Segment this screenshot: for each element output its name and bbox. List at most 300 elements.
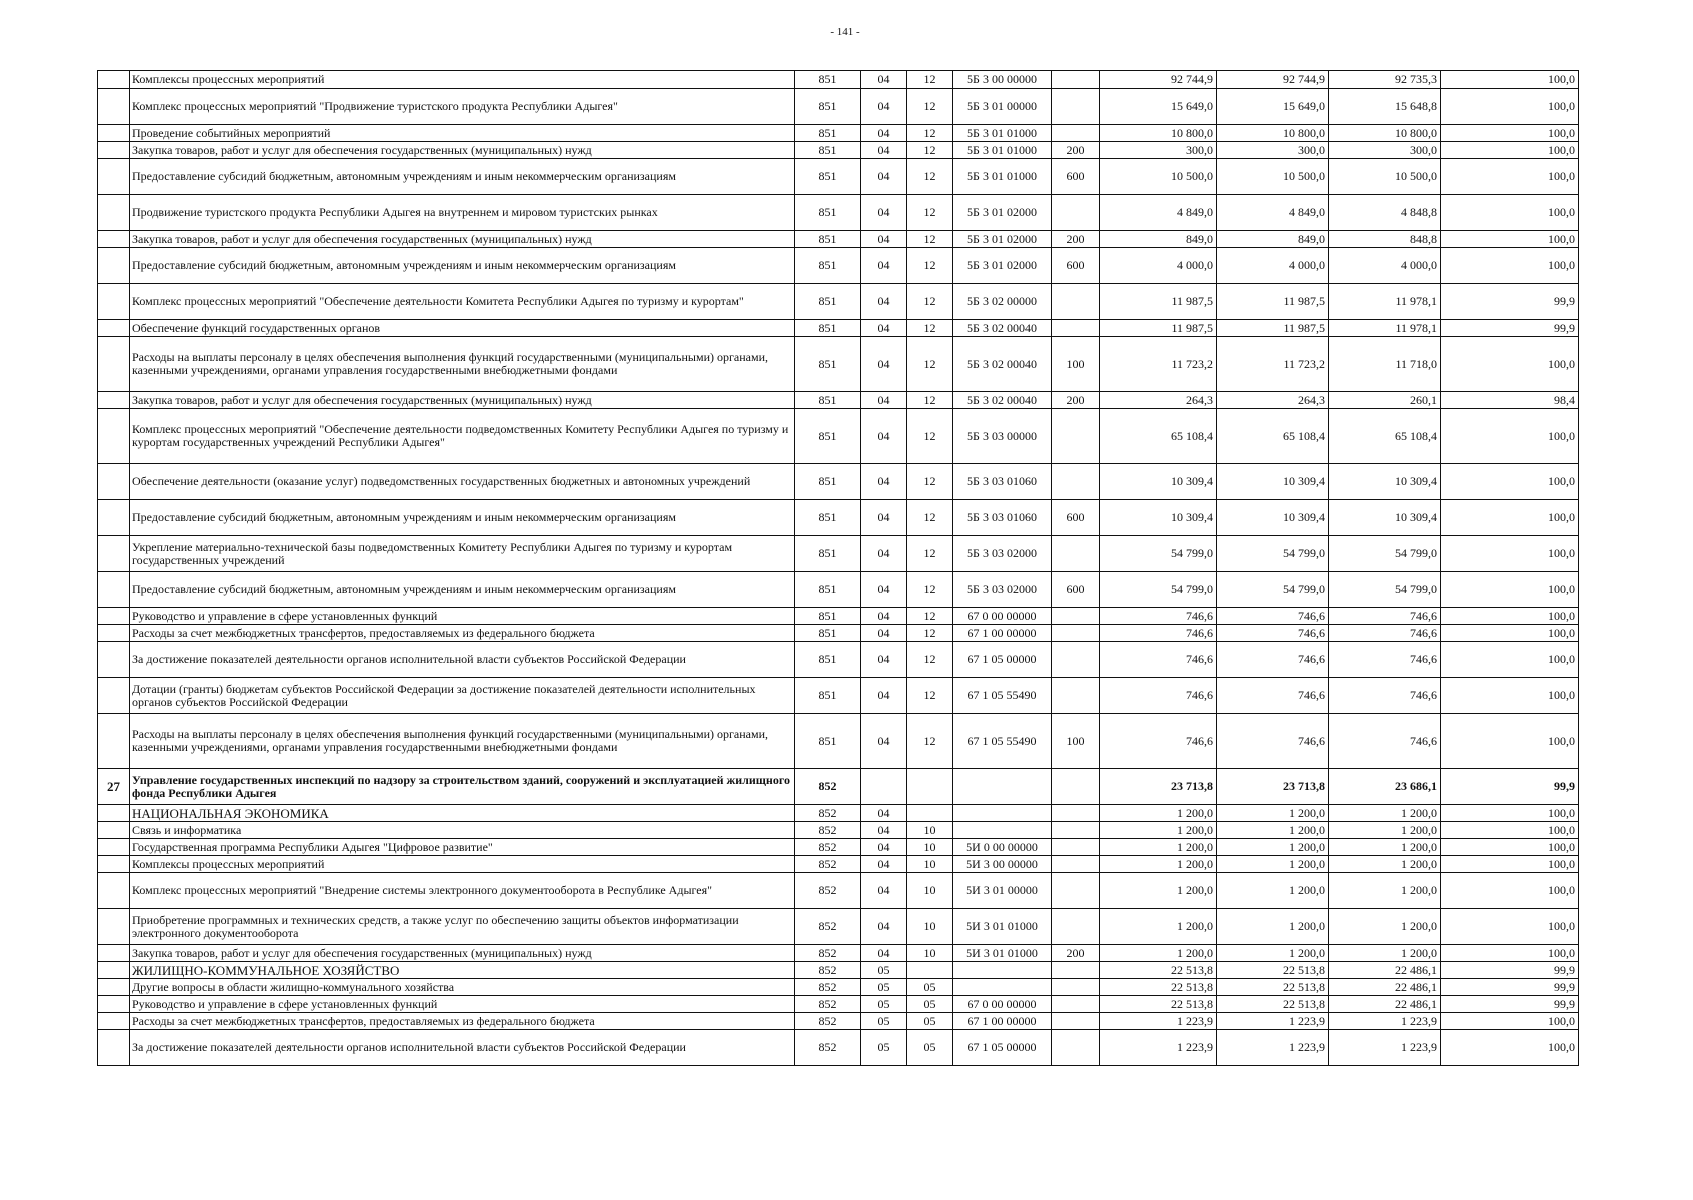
target-article-cell [953,805,1052,822]
amount-approved-cell: 11 987,5 [1100,320,1217,337]
subsection-code-cell: 12 [907,409,953,464]
expense-type-cell [1052,839,1100,856]
section-code-cell: 04 [861,142,907,159]
amount-approved-cell: 1 223,9 [1100,1030,1217,1066]
execution-percent-cell: 100,0 [1441,409,1579,464]
section-code-cell: 04 [861,89,907,125]
execution-percent-cell: 99,9 [1441,284,1579,320]
row-number-cell [98,1013,130,1030]
expense-type-cell: 100 [1052,714,1100,769]
target-article-cell: 5Б 3 01 01000 [953,159,1052,195]
amount-executed-cell: 10 309,4 [1329,500,1441,536]
amount-approved-cell: 10 500,0 [1100,159,1217,195]
subsection-code-cell: 12 [907,625,953,642]
execution-percent-cell: 100,0 [1441,337,1579,392]
expense-name-cell: Проведение событийных мероприятий [130,125,795,142]
expense-type-cell [1052,89,1100,125]
section-code-cell: 04 [861,500,907,536]
table-row [98,1030,1579,1066]
section-code-cell: 04 [861,572,907,608]
row-number-cell [98,500,130,536]
amount-approved-cell: 1 200,0 [1100,822,1217,839]
expense-type-cell [1052,1030,1100,1066]
table-row [98,536,1579,572]
execution-percent-cell: 100,0 [1441,71,1579,89]
target-article-cell: 5И 3 01 01000 [953,909,1052,945]
department-code-cell: 852 [795,856,861,873]
amount-approved-cell: 23 713,8 [1100,769,1217,805]
amount-plan-cell: 300,0 [1217,142,1329,159]
amount-approved-cell: 1 200,0 [1100,909,1217,945]
subsection-code-cell: 10 [907,909,953,945]
department-code-cell: 852 [795,979,861,996]
execution-percent-cell: 99,9 [1441,769,1579,805]
department-code-cell: 851 [795,195,861,231]
amount-executed-cell: 300,0 [1329,142,1441,159]
row-number-cell [98,625,130,642]
row-number-cell [98,125,130,142]
amount-plan-cell: 4 000,0 [1217,248,1329,284]
amount-plan-cell: 1 200,0 [1217,839,1329,856]
section-code-cell: 04 [861,231,907,248]
execution-percent-cell: 100,0 [1441,714,1579,769]
subsection-code-cell: 05 [907,1013,953,1030]
amount-plan-cell: 746,6 [1217,625,1329,642]
department-code-cell: 852 [795,909,861,945]
target-article-cell: 5Б 3 01 02000 [953,195,1052,231]
row-number-cell [98,962,130,979]
department-code-cell: 852 [795,805,861,822]
section-code-cell: 04 [861,805,907,822]
amount-plan-cell: 22 513,8 [1217,979,1329,996]
subsection-code-cell: 10 [907,822,953,839]
amount-approved-cell: 10 800,0 [1100,125,1217,142]
table-row [98,769,1579,805]
table-row [98,945,1579,962]
department-code-cell: 852 [795,822,861,839]
amount-executed-cell: 23 686,1 [1329,769,1441,805]
target-article-cell: 5И 3 01 01000 [953,945,1052,962]
subsection-code-cell: 05 [907,979,953,996]
amount-plan-cell: 1 200,0 [1217,873,1329,909]
amount-plan-cell: 746,6 [1217,678,1329,714]
target-article-cell: 67 0 00 00000 [953,608,1052,625]
subsection-code-cell: 10 [907,856,953,873]
section-code-cell: 04 [861,839,907,856]
target-article-cell: 67 0 00 00000 [953,996,1052,1013]
amount-approved-cell: 15 649,0 [1100,89,1217,125]
amount-executed-cell: 11 978,1 [1329,320,1441,337]
row-number-cell [98,284,130,320]
expense-type-cell: 200 [1052,142,1100,159]
department-code-cell: 851 [795,500,861,536]
expense-name-cell: Комплекс процессных мероприятий "Внедрение системы электронного документооборота в Республике Адыгея" [130,873,795,909]
target-article-cell: 5И 3 00 00000 [953,856,1052,873]
target-article-cell: 67 1 05 00000 [953,1030,1052,1066]
target-article-cell: 5Б 3 03 02000 [953,536,1052,572]
target-article-cell: 67 1 00 00000 [953,1013,1052,1030]
expense-type-cell [1052,642,1100,678]
expense-name-cell: Руководство и управление в сфере установленных функций [130,996,795,1013]
row-number-cell [98,159,130,195]
amount-plan-cell: 1 200,0 [1217,805,1329,822]
expense-name-cell: НАЦИОНАЛЬНАЯ ЭКОНОМИКА [130,805,795,822]
expense-type-cell: 200 [1052,945,1100,962]
expense-type-cell [1052,409,1100,464]
row-number-cell [98,642,130,678]
amount-executed-cell: 22 486,1 [1329,979,1441,996]
amount-plan-cell: 65 108,4 [1217,409,1329,464]
row-number-cell [98,996,130,1013]
table-row [98,979,1579,996]
amount-approved-cell: 22 513,8 [1100,979,1217,996]
expense-name-cell: Обеспечение функций государственных органов [130,320,795,337]
target-article-cell [953,962,1052,979]
page-number: - 141 - [830,26,860,38]
section-code-cell: 04 [861,337,907,392]
expense-name-cell: Расходы за счет межбюджетных трансфертов, предоставляемых из федерального бюджета [130,1013,795,1030]
execution-percent-cell: 100,0 [1441,678,1579,714]
amount-approved-cell: 746,6 [1100,642,1217,678]
section-code-cell: 04 [861,159,907,195]
row-number-cell [98,678,130,714]
amount-plan-cell: 54 799,0 [1217,572,1329,608]
row-number-cell [98,608,130,625]
expense-name-cell: Комплекс процессных мероприятий "Продвижение туристского продукта Республики Адыгея" [130,89,795,125]
section-code-cell: 05 [861,1030,907,1066]
amount-approved-cell: 1 223,9 [1100,1013,1217,1030]
subsection-code-cell: 12 [907,231,953,248]
row-number-cell [98,1030,130,1066]
row-number-cell [98,909,130,945]
department-code-cell: 852 [795,996,861,1013]
table-row [98,89,1579,125]
amount-executed-cell: 11 978,1 [1329,284,1441,320]
amount-approved-cell: 264,3 [1100,392,1217,409]
department-code-cell: 851 [795,678,861,714]
row-number-cell [98,320,130,337]
subsection-code-cell: 12 [907,248,953,284]
expense-type-cell: 200 [1052,231,1100,248]
expense-name-cell: Дотации (гранты) бюджетам субъектов Российской Федерации за достижение показателей деятельности исполнительных органов субъектов Российской Федерации [130,678,795,714]
target-article-cell: 67 1 05 55490 [953,678,1052,714]
execution-percent-cell: 100,0 [1441,536,1579,572]
subsection-code-cell [907,769,953,805]
expense-type-cell [1052,195,1100,231]
amount-executed-cell: 1 200,0 [1329,805,1441,822]
row-number-cell [98,822,130,839]
subsection-code-cell: 12 [907,142,953,159]
department-code-cell: 851 [795,320,861,337]
target-article-cell: 5Б 3 03 01060 [953,464,1052,500]
amount-executed-cell: 15 648,8 [1329,89,1441,125]
row-number-cell [98,231,130,248]
expense-type-cell: 600 [1052,159,1100,195]
expense-type-cell [1052,856,1100,873]
expense-type-cell: 600 [1052,572,1100,608]
amount-approved-cell: 1 200,0 [1100,839,1217,856]
table-row [98,231,1579,248]
target-article-cell: 5Б 3 03 01060 [953,500,1052,536]
department-code-cell: 852 [795,945,861,962]
target-article-cell: 5И 0 00 00000 [953,839,1052,856]
amount-executed-cell: 746,6 [1329,608,1441,625]
amount-executed-cell: 1 200,0 [1329,873,1441,909]
table-row [98,159,1579,195]
row-number-cell: 27 [98,769,130,805]
expense-name-cell: Обеспечение деятельности (оказание услуг) подведомственных государственных бюджетных и автономных учреждений [130,464,795,500]
expense-name-cell: Закупка товаров, работ и услуг для обеспечения государственных (муниципальных) нужд [130,142,795,159]
amount-executed-cell: 746,6 [1329,625,1441,642]
expense-name-cell: Другие вопросы в области жилищно-коммунального хозяйства [130,979,795,996]
table-row [98,608,1579,625]
subsection-code-cell: 12 [907,195,953,231]
row-number-cell [98,979,130,996]
section-code-cell: 04 [861,642,907,678]
department-code-cell: 851 [795,89,861,125]
section-code-cell: 04 [861,320,907,337]
amount-executed-cell: 4 848,8 [1329,195,1441,231]
execution-percent-cell: 100,0 [1441,142,1579,159]
execution-percent-cell: 100,0 [1441,159,1579,195]
amount-executed-cell: 54 799,0 [1329,572,1441,608]
row-number-cell [98,409,130,464]
execution-percent-cell: 98,4 [1441,392,1579,409]
execution-percent-cell: 100,0 [1441,608,1579,625]
expense-name-cell: Предоставление субсидий бюджетным, автономным учреждениям и иным некоммерческим организациям [130,500,795,536]
row-number-cell [98,945,130,962]
section-code-cell: 04 [861,409,907,464]
target-article-cell: 67 1 00 00000 [953,625,1052,642]
department-code-cell: 851 [795,392,861,409]
table-row [98,714,1579,769]
section-code-cell: 04 [861,248,907,284]
execution-percent-cell: 100,0 [1441,625,1579,642]
department-code-cell: 851 [795,464,861,500]
expense-type-cell [1052,1013,1100,1030]
table-row [98,71,1579,89]
expense-name-cell: Укрепление материально-технической базы подведомственных Комитету Республики Адыгея по туризму и курортам государственных учреждений [130,536,795,572]
subsection-code-cell: 05 [907,1030,953,1066]
expense-type-cell [1052,678,1100,714]
expense-name-cell: За достижение показателей деятельности органов исполнительной власти субъектов Российской Федерации [130,1030,795,1066]
amount-plan-cell: 1 223,9 [1217,1030,1329,1066]
expense-name-cell: Закупка товаров, работ и услуг для обеспечения государственных (муниципальных) нужд [130,945,795,962]
subsection-code-cell: 12 [907,572,953,608]
expense-name-cell: За достижение показателей деятельности органов исполнительной власти субъектов Российской Федерации [130,642,795,678]
table-row [98,572,1579,608]
amount-executed-cell: 10 500,0 [1329,159,1441,195]
amount-executed-cell: 22 486,1 [1329,996,1441,1013]
amount-plan-cell: 10 309,4 [1217,500,1329,536]
amount-approved-cell: 92 744,9 [1100,71,1217,89]
subsection-code-cell: 10 [907,945,953,962]
amount-approved-cell: 746,6 [1100,625,1217,642]
target-article-cell: 5Б 3 01 01000 [953,142,1052,159]
amount-executed-cell: 1 223,9 [1329,1030,1441,1066]
execution-percent-cell: 100,0 [1441,500,1579,536]
amount-approved-cell: 1 200,0 [1100,805,1217,822]
expense-name-cell: Закупка товаров, работ и услуг для обеспечения государственных (муниципальных) нужд [130,231,795,248]
amount-executed-cell: 1 200,0 [1329,945,1441,962]
expense-type-cell [1052,769,1100,805]
amount-plan-cell: 1 200,0 [1217,822,1329,839]
expense-name-cell: Расходы на выплаты персоналу в целях обеспечения выполнения функций государственными (муниципальными) органами, казенными учреждениями, органами управления государственными внебюджетными фондами [130,714,795,769]
execution-percent-cell: 100,0 [1441,822,1579,839]
row-number-cell [98,572,130,608]
execution-percent-cell: 100,0 [1441,248,1579,284]
section-code-cell: 04 [861,714,907,769]
table-row [98,805,1579,822]
expense-type-cell [1052,822,1100,839]
amount-approved-cell: 11 987,5 [1100,284,1217,320]
execution-percent-cell: 99,9 [1441,996,1579,1013]
expense-type-cell [1052,625,1100,642]
department-code-cell: 851 [795,248,861,284]
amount-executed-cell: 10 309,4 [1329,464,1441,500]
expense-name-cell: Комплексы процессных мероприятий [130,856,795,873]
row-number-cell [98,856,130,873]
department-code-cell: 852 [795,1030,861,1066]
amount-executed-cell: 92 735,3 [1329,71,1441,89]
execution-percent-cell: 100,0 [1441,642,1579,678]
subsection-code-cell: 12 [907,337,953,392]
amount-plan-cell: 22 513,8 [1217,962,1329,979]
table-row [98,822,1579,839]
row-number-cell [98,89,130,125]
expense-name-cell: Предоставление субсидий бюджетным, автономным учреждениям и иным некоммерческим организациям [130,248,795,284]
row-number-cell [98,873,130,909]
department-code-cell: 851 [795,536,861,572]
target-article-cell: 5Б 3 01 01000 [953,125,1052,142]
amount-approved-cell: 65 108,4 [1100,409,1217,464]
amount-executed-cell: 4 000,0 [1329,248,1441,284]
table-body [98,71,1579,1066]
subsection-code-cell: 12 [907,71,953,89]
subsection-code-cell: 05 [907,996,953,1013]
amount-executed-cell: 11 718,0 [1329,337,1441,392]
subsection-code-cell: 12 [907,320,953,337]
table-row [98,409,1579,464]
department-code-cell: 851 [795,142,861,159]
section-code-cell: 04 [861,284,907,320]
budget-table [97,70,1579,1066]
section-code-cell: 04 [861,608,907,625]
target-article-cell: 5Б 3 03 00000 [953,409,1052,464]
department-code-cell: 851 [795,625,861,642]
section-code-cell: 04 [861,909,907,945]
table-row [98,873,1579,909]
section-code-cell: 04 [861,873,907,909]
amount-approved-cell: 746,6 [1100,678,1217,714]
table-row [98,284,1579,320]
subsection-code-cell: 12 [907,392,953,409]
amount-approved-cell: 10 309,4 [1100,500,1217,536]
amount-plan-cell: 746,6 [1217,714,1329,769]
amount-approved-cell: 54 799,0 [1100,572,1217,608]
section-code-cell: 04 [861,464,907,500]
amount-plan-cell: 1 200,0 [1217,856,1329,873]
execution-percent-cell: 100,0 [1441,464,1579,500]
department-code-cell: 851 [795,642,861,678]
target-article-cell: 5Б 3 02 00040 [953,337,1052,392]
department-code-cell: 851 [795,409,861,464]
row-number-cell [98,337,130,392]
target-article-cell: 5Б 3 01 00000 [953,89,1052,125]
amount-approved-cell: 1 200,0 [1100,856,1217,873]
row-number-cell [98,536,130,572]
amount-approved-cell: 746,6 [1100,714,1217,769]
table-row [98,642,1579,678]
expense-type-cell: 100 [1052,337,1100,392]
amount-plan-cell: 22 513,8 [1217,996,1329,1013]
section-code-cell: 05 [861,1013,907,1030]
amount-plan-cell: 10 309,4 [1217,464,1329,500]
subsection-code-cell [907,805,953,822]
expense-name-cell: Государственная программа Республики Адыгея "Цифровое развитие" [130,839,795,856]
amount-executed-cell: 65 108,4 [1329,409,1441,464]
amount-executed-cell: 1 200,0 [1329,909,1441,945]
section-code-cell [861,769,907,805]
amount-plan-cell: 1 223,9 [1217,1013,1329,1030]
expense-type-cell: 600 [1052,248,1100,284]
target-article-cell: 5Б 3 01 02000 [953,231,1052,248]
amount-executed-cell: 22 486,1 [1329,962,1441,979]
table-row [98,320,1579,337]
amount-approved-cell: 22 513,8 [1100,996,1217,1013]
department-code-cell: 852 [795,1013,861,1030]
amount-approved-cell: 4 000,0 [1100,248,1217,284]
expense-name-cell: Расходы на выплаты персоналу в целях обеспечения выполнения функций государственными (муниципальными) органами, казенными учреждениями, органами управления государственными внебюджетными фондами [130,337,795,392]
amount-executed-cell: 54 799,0 [1329,536,1441,572]
expense-type-cell [1052,805,1100,822]
amount-plan-cell: 849,0 [1217,231,1329,248]
subsection-code-cell: 10 [907,873,953,909]
row-number-cell [98,142,130,159]
expense-name-cell: Расходы за счет межбюджетных трансфертов, предоставляемых из федерального бюджета [130,625,795,642]
department-code-cell: 851 [795,337,861,392]
amount-approved-cell: 11 723,2 [1100,337,1217,392]
execution-percent-cell: 99,9 [1441,962,1579,979]
amount-approved-cell: 849,0 [1100,231,1217,248]
amount-approved-cell: 300,0 [1100,142,1217,159]
department-code-cell: 851 [795,125,861,142]
section-code-cell: 05 [861,996,907,1013]
execution-percent-cell: 100,0 [1441,231,1579,248]
table-row [98,142,1579,159]
table-row [98,125,1579,142]
subsection-code-cell: 12 [907,714,953,769]
execution-percent-cell: 100,0 [1441,195,1579,231]
amount-plan-cell: 15 649,0 [1217,89,1329,125]
subsection-code-cell: 12 [907,89,953,125]
expense-type-cell [1052,873,1100,909]
expense-name-cell: Комплексы процессных мероприятий [130,71,795,89]
section-code-cell: 05 [861,979,907,996]
execution-percent-cell: 100,0 [1441,805,1579,822]
table-row [98,195,1579,231]
department-code-cell: 851 [795,71,861,89]
execution-percent-cell: 100,0 [1441,909,1579,945]
amount-plan-cell: 92 744,9 [1217,71,1329,89]
subsection-code-cell [907,962,953,979]
amount-plan-cell: 23 713,8 [1217,769,1329,805]
department-code-cell: 851 [795,284,861,320]
table-row [98,678,1579,714]
expense-type-cell [1052,979,1100,996]
execution-percent-cell: 100,0 [1441,572,1579,608]
execution-percent-cell: 100,0 [1441,1013,1579,1030]
